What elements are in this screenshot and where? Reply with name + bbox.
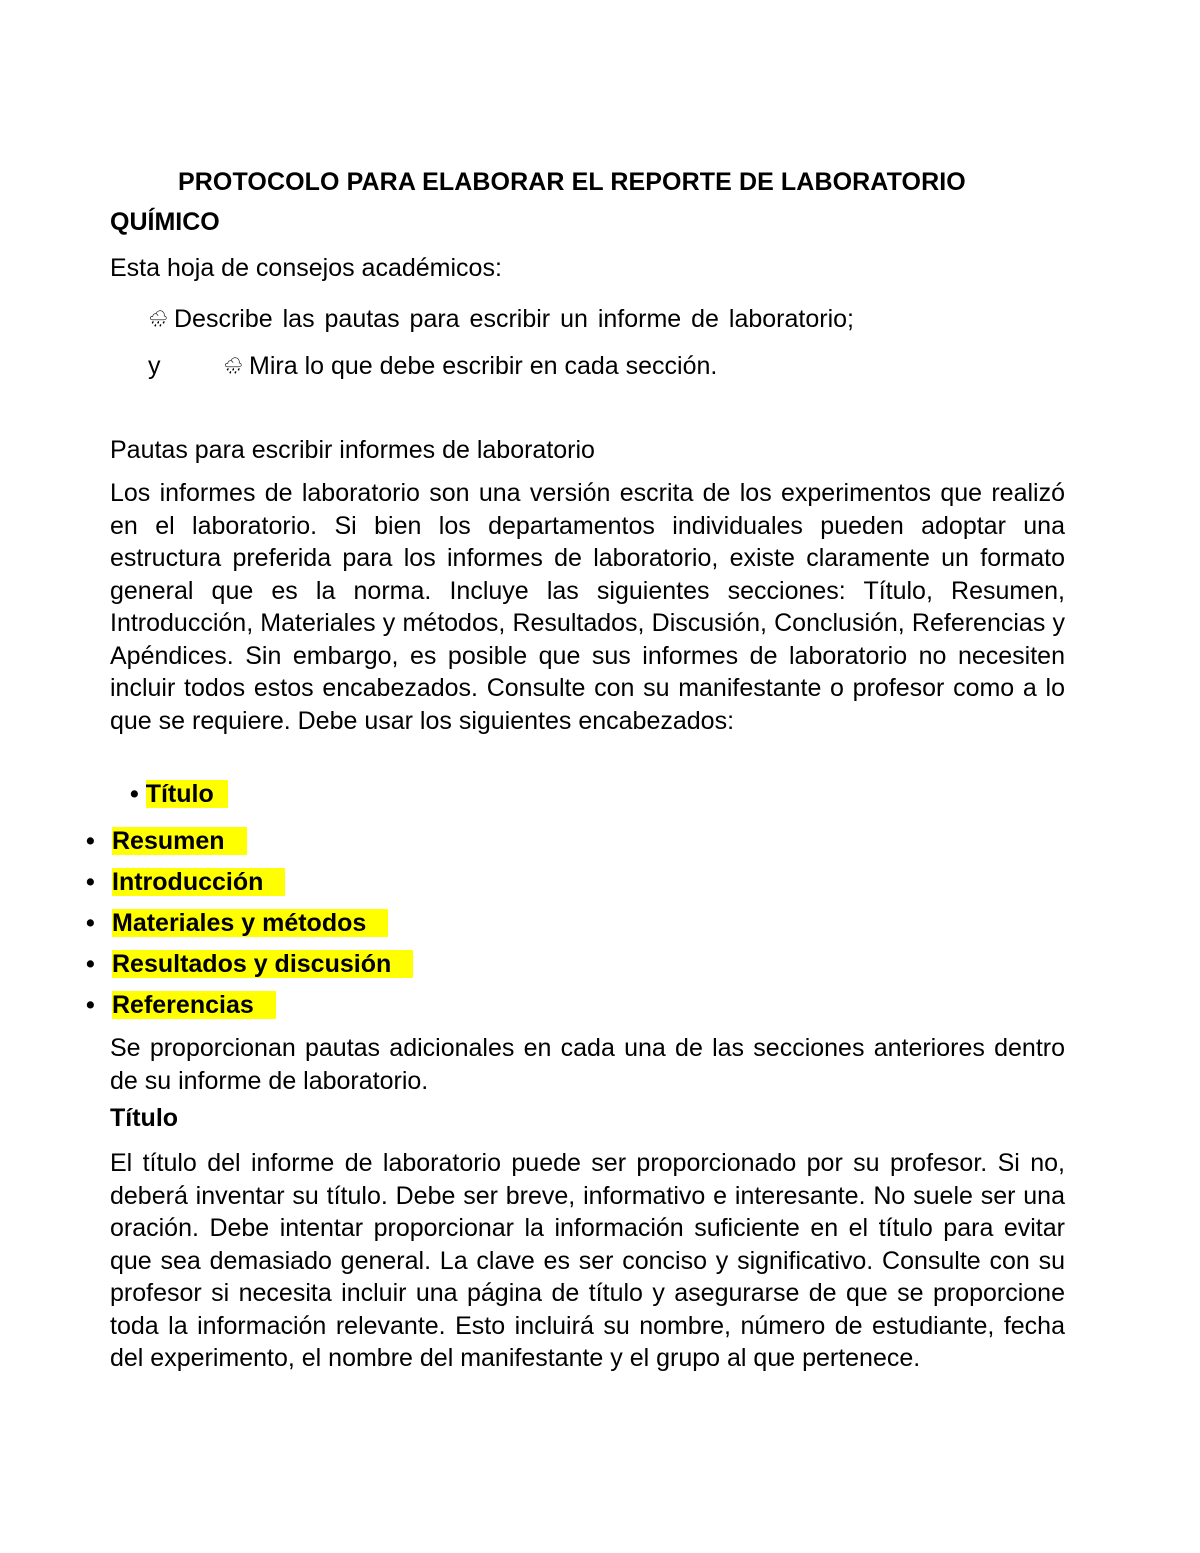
bullet: • xyxy=(86,827,95,855)
highlighted-heading: Materiales y métodos xyxy=(112,909,388,937)
bullet: • xyxy=(86,868,95,896)
section-heading-title: Título xyxy=(110,1104,179,1132)
paragraph-intro: Los informes de laboratorio son una versión escrita de los experimentos que realizó en el laboratorio. Si bien los departamentos individuales pueden adoptar una estructura preferida para los informes de laboratorio, existe claramente un formato general que es la norma. Incluye las siguientes secciones: Título, Resumen, Introducción, Materiales y métodos, Resultados, Discusión, Conclusión, Referencias y Apéndices. Sin embargo, es posible que sus informes de laboratorio no necesiten incluir todos estos encabezados. Consulte con su manifestante o profesor como a lo que se requiere. Debe usar los siguientes encabezados: xyxy=(110,479,1065,735)
bullet: • xyxy=(86,991,95,1019)
guidelines-heading: Pautas para escribir informes de laboratorio xyxy=(110,436,595,464)
document-title-continued: QUÍMICO xyxy=(110,208,220,236)
highlighted-heading: Título xyxy=(146,780,228,808)
list-item xyxy=(86,906,413,947)
bullet: • xyxy=(86,950,95,978)
list-item xyxy=(86,824,413,865)
cloud-rain-icon: 🌧 xyxy=(148,311,169,328)
paragraph-title-section: El título del informe de laboratorio puede ser proporcionado por su profesor. Si no, deberá inventar su título. Debe ser breve, informativo e interesante. No suele ser una oración. Debe intentar proporcionar la información suficiente en el título para evitar que sea demasiado general. La clave es ser conciso y significativo. Consulte con su profesor si necesita incluir una página de título y asegurarse de que se proporcione toda la información relevante. Esto incluirá su nombre, número de estudiante, fecha del experimento, el nombre del manifestante y el grupo al que pertenece. xyxy=(110,1149,1065,1372)
bullet: • xyxy=(130,780,139,808)
list-item xyxy=(130,780,228,809)
bullet: • xyxy=(86,909,95,937)
highlighted-heading: Introducción xyxy=(112,868,285,896)
advice-item-1: Describe las pautas para escribir un informe de laboratorio; y xyxy=(148,305,854,380)
intro-text: Esta hoja de consejos académicos: xyxy=(110,254,502,282)
advice-item-2: Mira lo que debe escribir en cada sección. xyxy=(249,352,718,380)
advice-list xyxy=(148,296,854,390)
highlighted-heading: Resumen xyxy=(112,827,247,855)
headings-list xyxy=(86,824,413,1029)
cloud-rain-icon: 🌧 xyxy=(223,358,244,375)
paragraph-additional: Se proporcionan pautas adicionales en cada una de las secciones anteriores dentro de su informe de laboratorio. xyxy=(110,1034,1065,1095)
list-item xyxy=(86,865,413,906)
document-title: PROTOCOLO PARA ELABORAR EL REPORTE DE LABORATORIO xyxy=(178,168,966,196)
highlighted-heading: Resultados y discusión xyxy=(112,950,413,978)
list-item xyxy=(86,947,413,988)
highlighted-heading: Referencias xyxy=(112,991,276,1019)
list-item xyxy=(86,988,413,1029)
